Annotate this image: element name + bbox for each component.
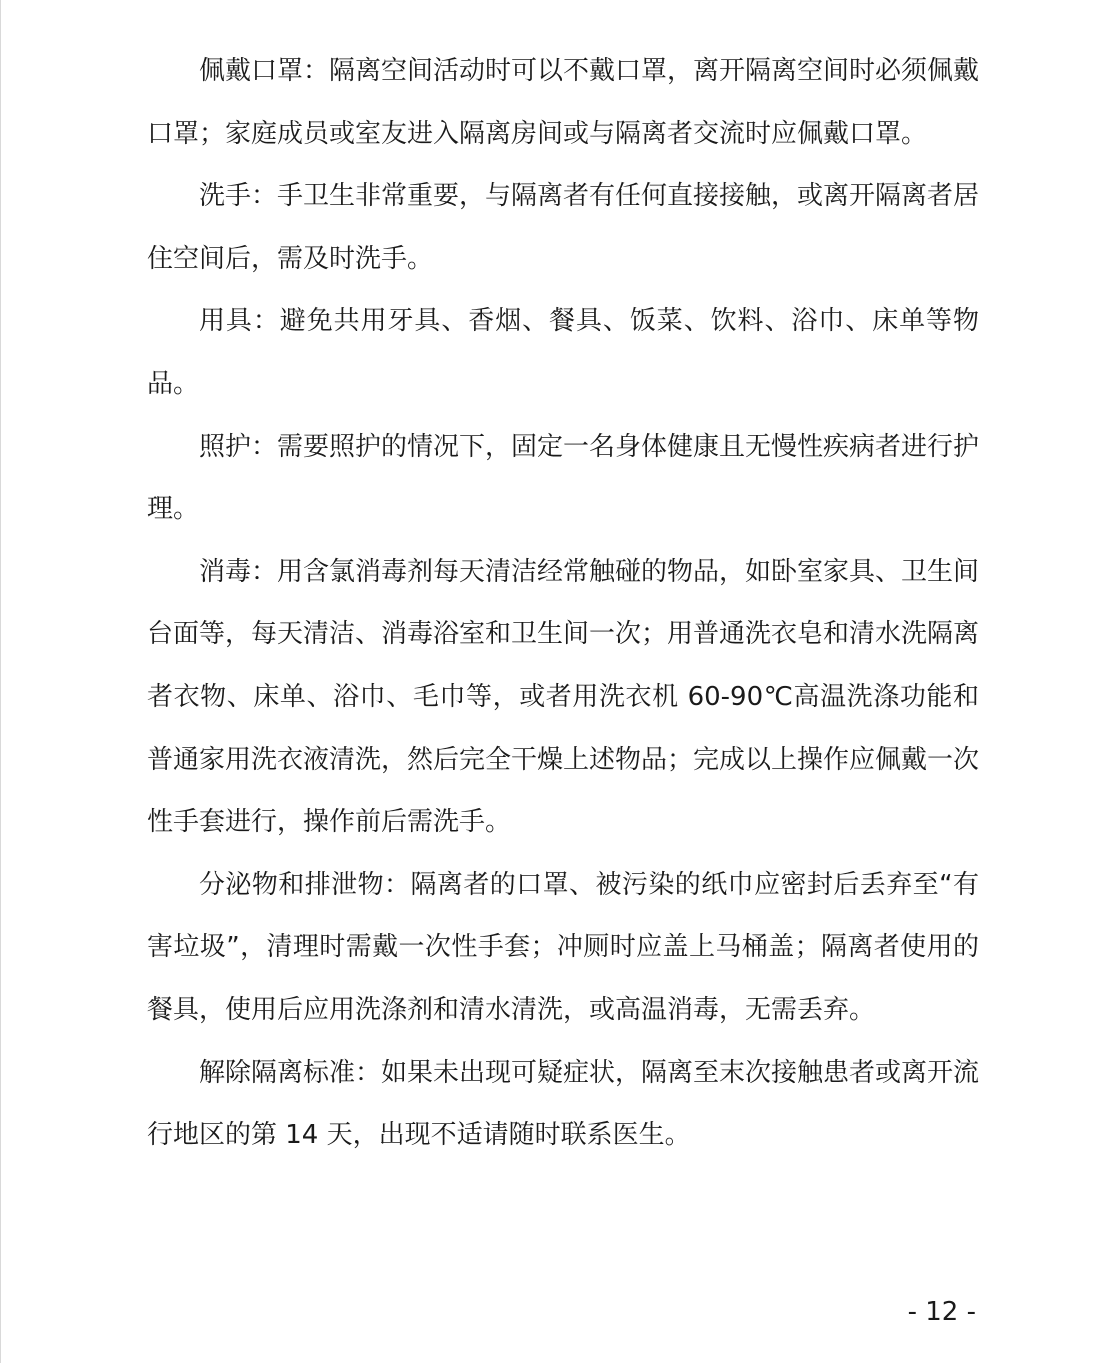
paragraph-disinfection: 消毒：用含氯消毒剂每天清洁经常触碰的物品，如卧室家具、卫生间台面等，每天清洁、消毒浴室和卫生间一次；用普通洗衣皂和清水洗隔离者衣物、床单、浴巾、毛巾等，或者用洗衣机 60-90℃高温洗涤功能和普通家用洗衣液清洗，然后完全干燥上述物品；完成以上操作应佩戴一次性手套进行，操作前后需洗手。 [147,556,980,838]
paragraph-wear-mask: 佩戴口罩：隔离空间活动时可以不戴口罩，离开隔离空间时必须佩戴口罩；家庭成员或室友进入隔离房间或与隔离者交流时应佩戴口罩。 [147,56,980,149]
document-body [147,40,979,1167]
page-number: - 12 - [907,1297,976,1327]
paragraph-care: 照护：需要照护的情况下，固定一名身体健康且无慢性疾病者进行护理。 [147,431,980,525]
paragraph-secretions: 分泌物和排泄物：隔离者的口罩、被污染的纸巾应密封后丢弃至“有害垃圾”，清理时需戴一次性手套；冲厕时应盖上马桶盖；隔离者使用的餐具，使用后应用洗涤剂和清水清洗，或高温消毒，无需丢弃。 [147,869,979,1025]
paragraph-utensils: 用具：避免共用牙具、香烟、餐具、饭菜、饮料、浴巾、床单等物品。 [147,306,979,399]
paragraph-release-standard: 解除隔离标准：如果未出现可疑症状，隔离至末次接触患者或离开流行地区的第 14 天，出现不适请随时联系医生。 [147,1057,980,1151]
paragraph-hand-washing: 洗手：手卫生非常重要，与隔离者有任何直接接触，或离开隔离者居住空间后，需及时洗手。 [147,181,980,274]
